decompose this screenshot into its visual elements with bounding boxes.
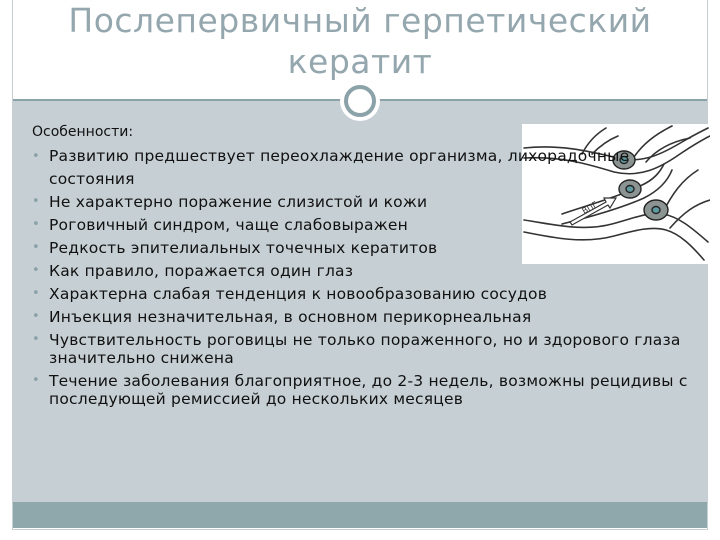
- list-item: [32, 239, 702, 257]
- list-item-text: Редкость эпителиальных точечных кератитов: [49, 239, 438, 257]
- list-item-text: Чувствительность роговицы не только пораженного, но и здорового глаза значительно снижена: [49, 331, 681, 367]
- bullet-icon: •: [32, 149, 40, 164]
- title-line-1: Послепервичный герпетический: [68, 1, 652, 40]
- footer-bar: [13, 502, 707, 528]
- divider-circle-icon: [344, 85, 376, 117]
- subheading: Особенности:: [32, 124, 134, 140]
- list-item: [32, 331, 702, 367]
- list-item-text: Роговичный синдром, чаще слабовыражен: [49, 216, 408, 234]
- bullet-icon: •: [32, 373, 40, 388]
- list-item: [32, 216, 702, 234]
- list-item: [32, 308, 702, 326]
- bullet-icon: •: [32, 332, 40, 347]
- list-item-text: Инъекция незначительная, в основном перикорнеальная: [49, 308, 532, 326]
- bullet-icon: •: [32, 263, 40, 278]
- list-item-text: Не характерно поражение слизистой и кожи: [49, 193, 428, 211]
- list-item: [32, 145, 702, 191]
- illustration-label: ВПГ: [580, 199, 600, 216]
- list-item-text: Характерна слабая тенденция к новообразованию сосудов: [49, 285, 548, 303]
- title-line-2: кератит: [287, 42, 433, 81]
- bullet-icon: •: [32, 309, 40, 324]
- bullet-icon: •: [32, 194, 40, 209]
- bullet-icon: •: [32, 240, 40, 255]
- list-item-text: Развитию предшествует переохлаждение организма, лихорадочные состояния: [49, 147, 630, 188]
- list-item: [32, 372, 702, 408]
- list-item: [32, 262, 702, 280]
- slide-title: [13, 0, 707, 82]
- list-item-text: Как правило, поражается один глаз: [49, 262, 354, 280]
- slide-content: [32, 124, 702, 413]
- list-item-text: Течение заболевания благоприятное, до 2-3 недель, возможны рецидивы с последующей ремиссией до нескольких месяцев: [49, 372, 688, 408]
- bullet-icon: •: [32, 286, 40, 301]
- bullet-list: [32, 145, 702, 408]
- bullet-icon: •: [32, 217, 40, 232]
- list-item: [32, 285, 702, 303]
- list-item: [32, 193, 702, 211]
